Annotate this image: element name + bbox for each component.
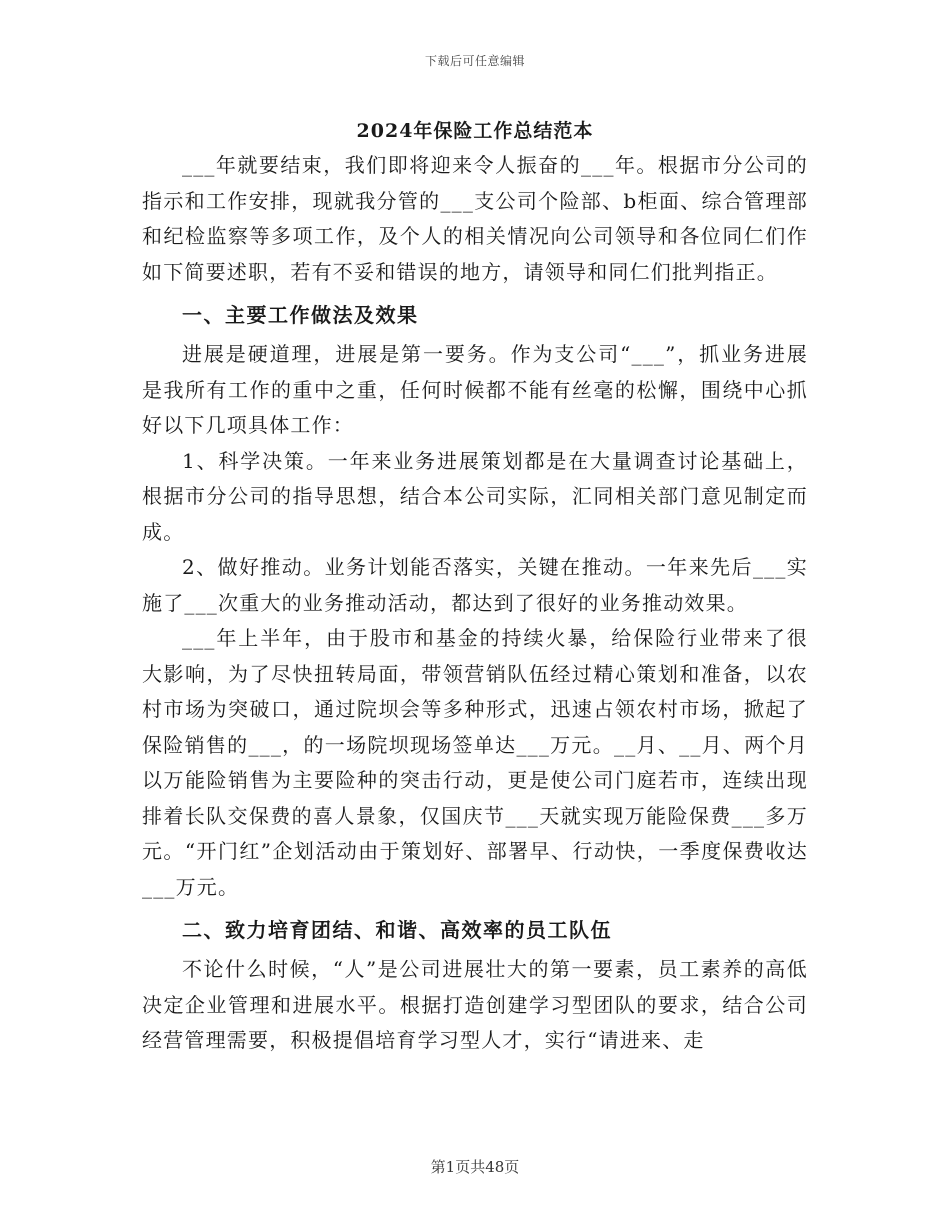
page-number-footer: 第1页共48页 (430, 1158, 520, 1176)
body-paragraph: 进展是硬道理，进展是第一要务。作为支公司“___”，抓业务进展是我所有工作的重中之重，任何时候都不能有丝毫的松懈，围绕中心抓好以下几项具体工作： (142, 342, 808, 437)
body-paragraph: 不论什么时候，“人”是公司进展壮大的第一要素，员工素养的高低决定企业管理和进展水平。根据打造创建学习型团队的要求，结合公司经营管理需要，积极提倡培育学习型人才，实行“请进来、走 (142, 957, 808, 1052)
document-title: 2024年保险工作总结范本 (356, 120, 594, 142)
document-body (142, 148, 808, 1059)
section-heading-1: 一、主要工作做法及效果 (182, 303, 419, 327)
section-heading-2: 二、致力培育团结、和谐、高效率的员工队伍 (182, 918, 612, 942)
body-paragraph: ___年上半年，由于股市和基金的持续火暴，给保险行业带来了很大影响，为了尽快扭转局面，带领营销队伍经过精心策划和准备，以农村市场为突破口，通过院坝会等多种形式，迅速占领农村市场，掀起了保险销售的___，的一场院坝现场签单达___万元。__月、__月、两个月以万能险销售为主要险种的突击行动，更是使公司门庭若市，连续出现排着长队交保费的喜人景象，仅国庆节___天就实现万能险保费___多万元。“开门红”企划活动由于策划好、部署早、行动快，一季度保费收达___万元。 (142, 626, 808, 899)
page-header-note: 下载后可任意编辑 (424, 54, 525, 68)
body-paragraph: 1、科学决策。一年来业务进展策划都是在大量调查讨论基础上，根据市分公司的指导思想，结合本公司实际，汇同相关部门意见制定而成。 (142, 448, 808, 544)
intro-paragraph: ___年就要结束，我们即将迎来令人振奋的___年。根据市分公司的指示和工作安排，现就我分管的___支公司个险部、b柜面、综合管理部和纪检监察等多项工作，及个人的相关情况向公司领导和各位同仁们作如下简要述职，若有不妥和错误的地方，请领导和同仁们批判指正。 (142, 153, 808, 284)
body-paragraph: 2、做好推动。业务计划能否落实，关键在推动。一年来先后___实施了___次重大的业务推动活动，都达到了很好的业务推动效果。 (142, 555, 808, 615)
